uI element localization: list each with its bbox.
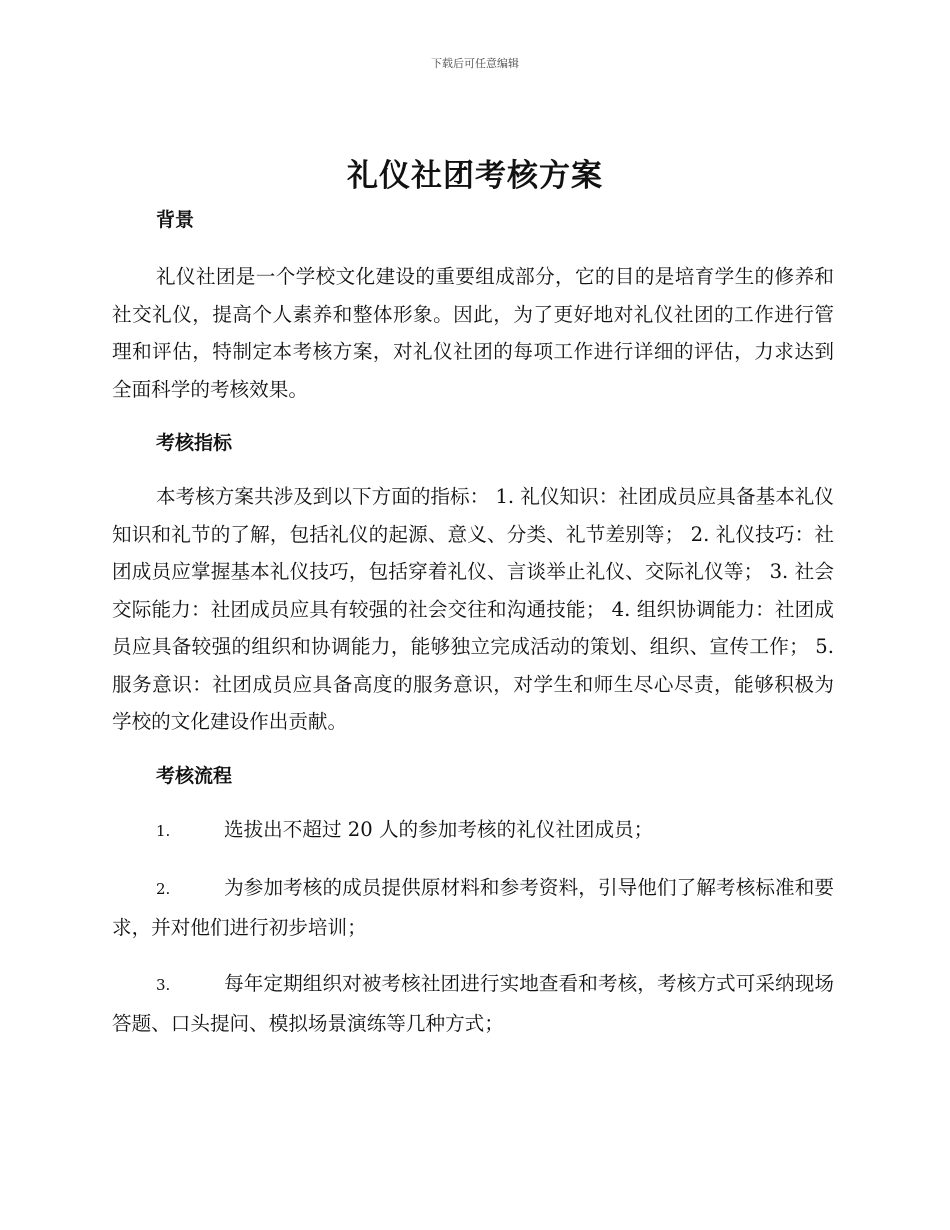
list-item-text: 选拔出不超过 20 人的参加考核的礼仪社团成员；: [224, 817, 654, 841]
list-item-number: 2.: [156, 880, 171, 898]
list-item: [112, 869, 834, 946]
section-heading-indicators: 考核指标: [156, 432, 233, 454]
section-heading-process: 考核流程: [156, 764, 233, 787]
list-item-text: 每年定期组织对被考核社团进行实地查看和考核，考核方式可采纳现场答题、口头提问、模拟场景演练等几种方式；: [112, 972, 834, 1035]
list-item-text: 为参加考核的成员提供原材料和参考资料，引导他们了解考核标准和要求，并对他们进行初步培训；: [112, 876, 834, 939]
document-body: [112, 204, 834, 1042]
list-item-number: 1.: [156, 821, 171, 840]
list-item-number: 3.: [156, 976, 171, 994]
section-heading-background: 背景: [156, 209, 195, 231]
list-item: [112, 965, 834, 1042]
list-item: [112, 811, 834, 851]
indicators-paragraph: 本考核方案共涉及到以下方面的指标： 1. 礼仪知识：社团成员应具备基本礼仪知识和礼节的了解，包括礼仪的起源、意义、分类、礼节差别等； 2. 礼仪技巧：社团成员应掌握基本礼仪技巧，包括穿着礼仪、言谈举止礼仪、交际礼仪等； 3. 社会交际能力：社团成员应具有较强的社会交往和沟通技能； 4. 组织协调能力：社团成员应具备较强的组织和协调能力，能够独立完成活动的策划、组织、宣传工作； 5. 服务意识：社团成员应具备高度的服务意识，对学生和师生尽心尽责，能够积极为学校的文化建设作出贡献。: [112, 485, 834, 733]
document-title: 礼仪社团考核方案: [347, 158, 603, 194]
background-paragraph: 礼仪社团是一个学校文化建设的重要组成部分，它的目的是培育学生的修养和社交礼仪，提高个人素养和整体形象。因此，为了更好地对礼仪社团的工作进行管理和评估，特制定本考核方案，对礼仪社团的每项工作进行详细的评估，力求达到全面科学的考核效果。: [112, 265, 834, 401]
header-note: 下载后可任意编辑: [431, 57, 519, 70]
